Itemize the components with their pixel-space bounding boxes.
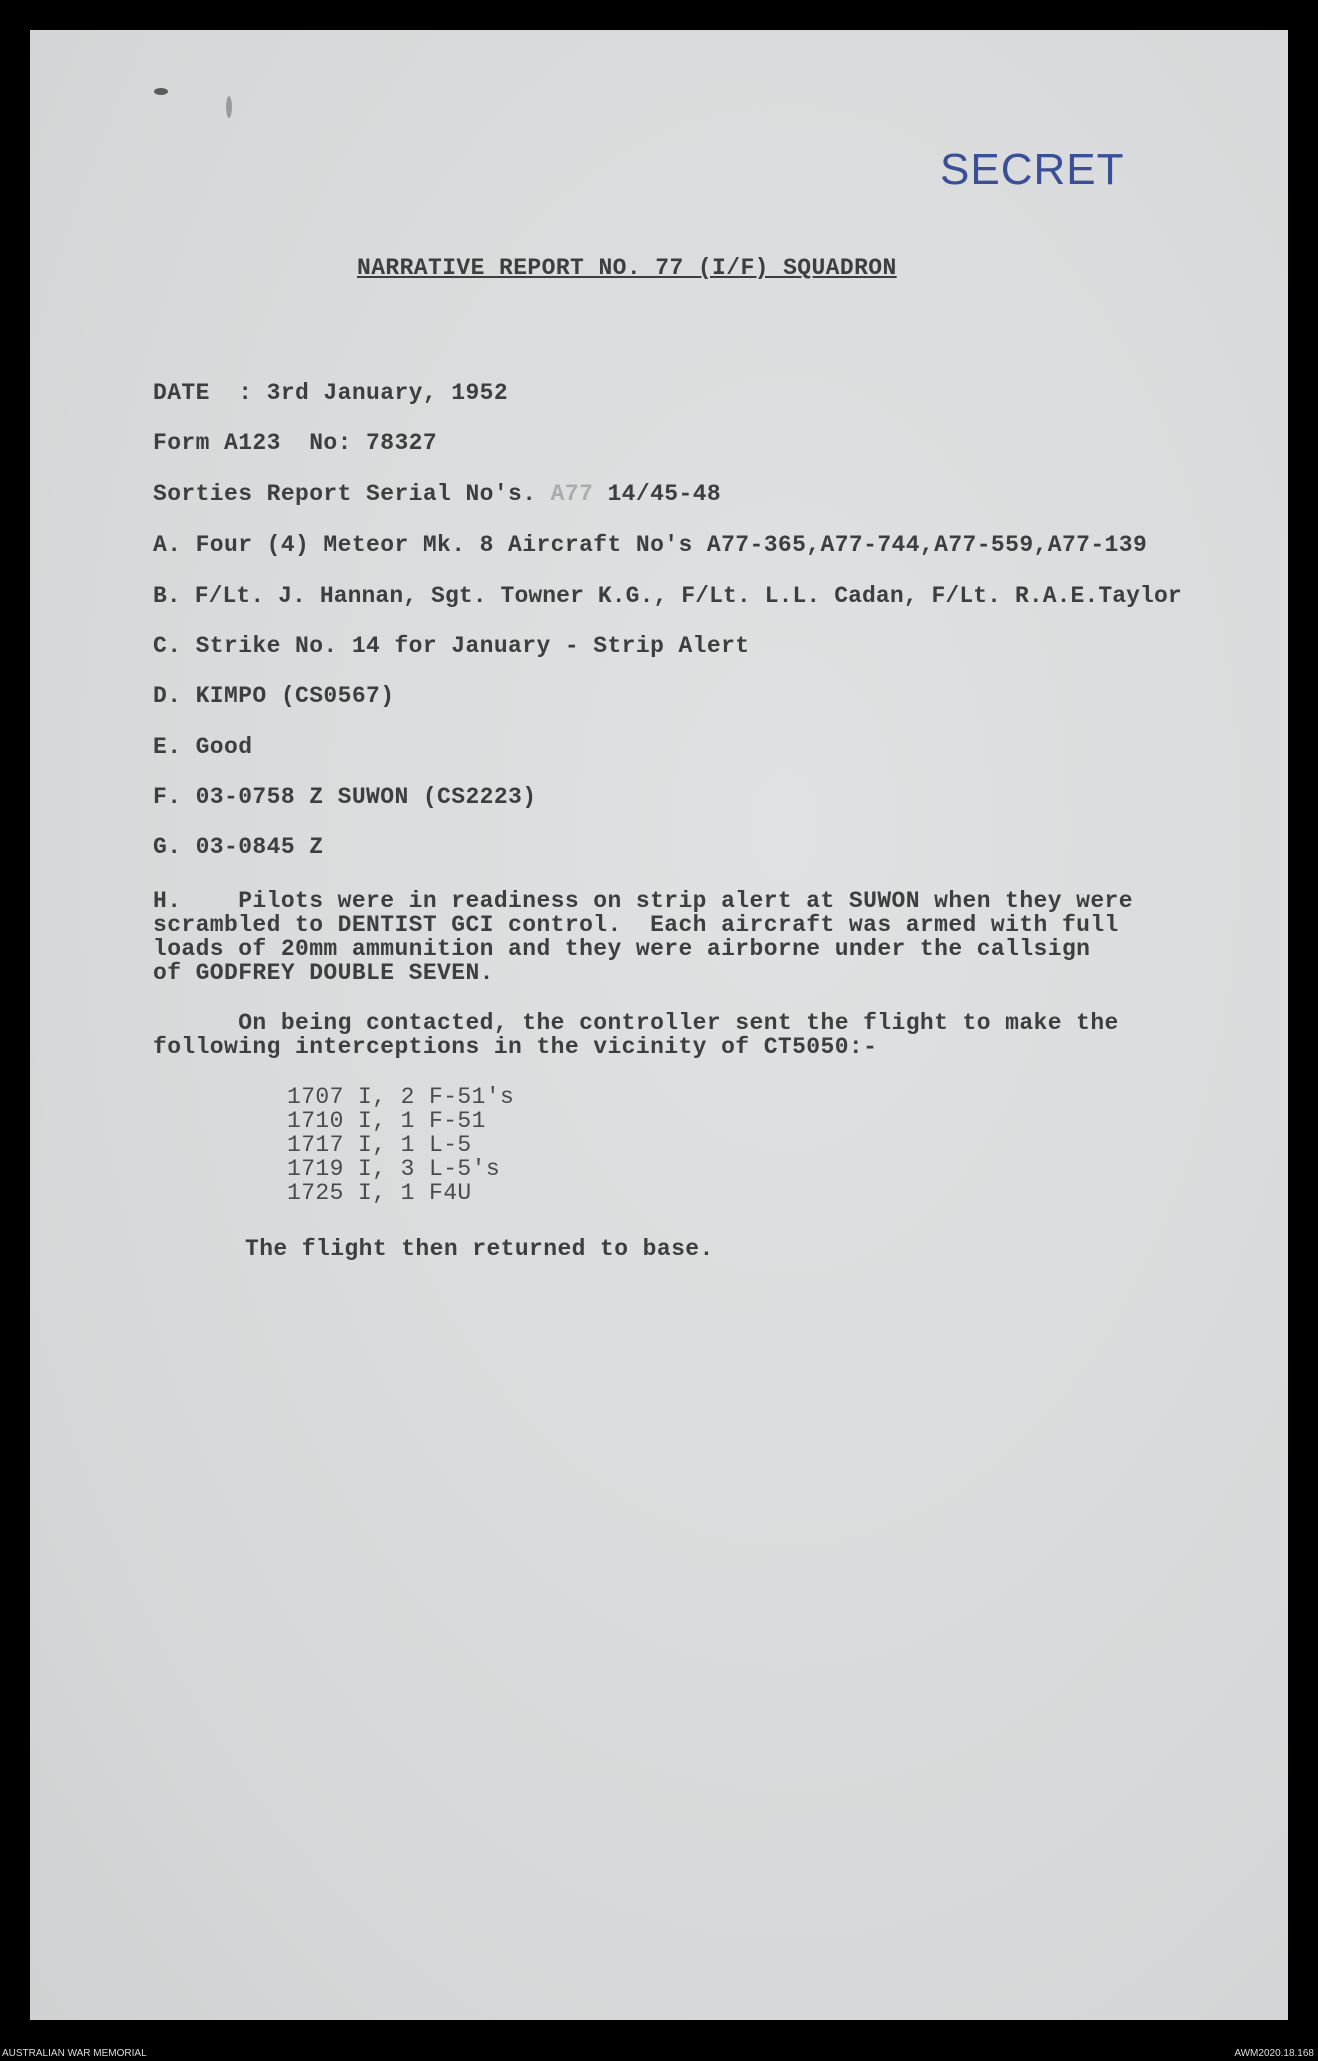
sorties-value: 14/45-48 — [607, 481, 722, 507]
paragraph-h-line: loads of 20mm ammunition and they were airborne under the callsign — [153, 936, 1091, 962]
report-title: NARRATIVE REPORT NO. 77 (I/F) SQUADRON — [357, 255, 897, 281]
field-sorties — [153, 482, 721, 506]
smudge-mark — [154, 88, 168, 95]
interception-item: 1717 I, 1 L-5 — [287, 1132, 472, 1158]
smudge-mark — [226, 96, 232, 118]
paragraph-2-line: following interceptions in the vicinity of CT5050:- — [153, 1034, 878, 1060]
interception-item: 1710 I, 1 F-51 — [287, 1108, 486, 1134]
paragraph-h-line: H. Pilots were in readiness on strip alert at SUWON when they were — [153, 888, 1133, 914]
interception-item: 1707 I, 2 F-51's — [287, 1084, 515, 1110]
field-b-pilots: B. F/Lt. J. Hannan, Sgt. Towner K.G., F/Lt. L.L. Cadan, F/Lt. R.A.E.Taylor — [153, 583, 1182, 609]
interception-item: 1719 I, 3 L-5's — [287, 1156, 501, 1182]
closing-line: The flight then returned to base. — [245, 1236, 714, 1262]
paragraph-h-line: of GODFREY DOUBLE SEVEN. — [153, 960, 494, 986]
field-f-takeoff: F. 03-0758 Z SUWON (CS2223) — [153, 784, 537, 810]
sorties-label: Sorties Report Serial No's. — [153, 481, 537, 507]
footer-accession-number: AWM2020.18.168 — [1234, 2048, 1314, 2059]
field-date: DATE : 3rd January, 1952 — [153, 380, 509, 406]
field-g-landing: G. 03-0845 Z — [153, 834, 324, 860]
field-e-result: E. Good — [153, 734, 253, 760]
footer-institution: AUSTRALIAN WAR MEMORIAL — [2, 2048, 147, 2059]
secret-stamp: SECRET — [940, 145, 1125, 194]
field-form: Form A123 No: 78327 — [153, 430, 438, 456]
field-a-aircraft: A. Four (4) Meteor Mk. 8 Aircraft No's A77-365,A77-744,A77-559,A77-139 — [153, 532, 1148, 558]
field-c-strike: C. Strike No. 14 for January - Strip Alert — [153, 633, 750, 659]
paragraph-2-line: On being contacted, the controller sent the flight to make the — [153, 1010, 1119, 1036]
paragraph-h-line: scrambled to DENTIST GCI control. Each aircraft was armed with full — [153, 912, 1119, 938]
interception-item: 1725 I, 1 F4U — [287, 1180, 472, 1206]
field-d-base: D. KIMPO (CS0567) — [153, 683, 395, 709]
sorties-faint-prefix: A77 — [550, 481, 594, 507]
